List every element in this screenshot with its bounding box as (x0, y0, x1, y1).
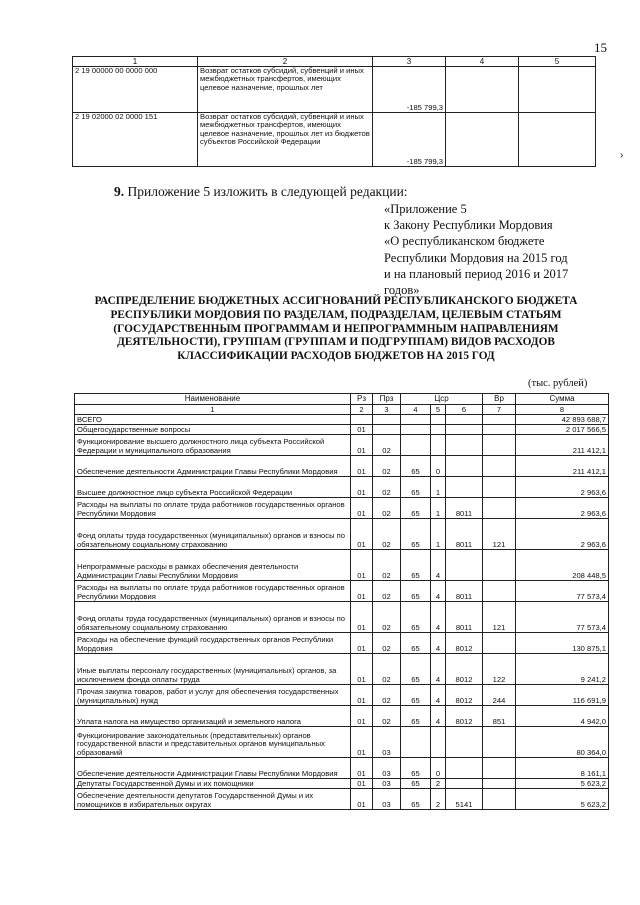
header-csr: Цср (401, 394, 483, 405)
row-csr-direction (446, 779, 483, 789)
appendix-line: «Приложение 5 (384, 202, 467, 216)
row-rz: 01 (351, 727, 373, 758)
table-row (73, 113, 596, 167)
empty-cell (446, 113, 519, 167)
row-prz: 02 (373, 550, 401, 581)
row-csr-subprogram: 4 (431, 633, 446, 654)
table-row (75, 435, 609, 456)
row-vr (483, 633, 516, 654)
row-csr-direction: 5141 (446, 789, 483, 810)
col-number: 1 (75, 405, 351, 415)
row-prz (373, 415, 401, 425)
row-vr: 121 (483, 519, 516, 550)
row-csr-direction: 8012 (446, 654, 483, 685)
row-rz: 01 (351, 477, 373, 498)
table-row (75, 633, 609, 654)
row-csr-program: 65 (401, 498, 431, 519)
column-number-row (75, 405, 609, 415)
row-csr-subprogram: 4 (431, 706, 446, 727)
row-name: Высшее должностное лицо субъекта Российской Федерации (75, 477, 351, 498)
appendix-reference (384, 201, 614, 298)
row-prz: 02 (373, 654, 401, 685)
row-name: Уплата налога на имущество организаций и земельного налога (75, 706, 351, 727)
row-amount: -185 799,3 (373, 113, 446, 167)
row-sum: 2 017 566,5 (516, 425, 609, 435)
row-rz: 01 (351, 706, 373, 727)
row-name: Обеспечение деятельности депутатов Государственной Думы и их помощников в избирательных округах (75, 789, 351, 810)
table-row (75, 727, 609, 758)
row-vr: 121 (483, 602, 516, 633)
row-csr-subprogram: 0 (431, 758, 446, 779)
row-rz: 01 (351, 550, 373, 581)
row-prz: 02 (373, 685, 401, 706)
row-csr-program: 65 (401, 758, 431, 779)
row-rz: 01 (351, 456, 373, 477)
row-vr (483, 789, 516, 810)
edge-mark: › (620, 150, 624, 161)
row-prz: 02 (373, 633, 401, 654)
header-name: Наименование (75, 394, 351, 405)
row-sum: 5 623,2 (516, 789, 609, 810)
row-csr-subprogram (431, 415, 446, 425)
row-name: Функционирование высшего должностного лица субъекта Российской Федерации и муниципального образования (75, 435, 351, 456)
row-csr-direction: 8011 (446, 498, 483, 519)
row-vr: 851 (483, 706, 516, 727)
row-prz: 02 (373, 519, 401, 550)
row-prz: 03 (373, 789, 401, 810)
row-csr-direction: 8012 (446, 706, 483, 727)
row-name: Прочая закупка товаров, работ и услуг для обеспечения государственных (муниципальных) нужд (75, 685, 351, 706)
appendix-line: Республики Мордовия на 2015 год (384, 250, 568, 265)
row-csr-subprogram: 2 (431, 779, 446, 789)
row-rz: 01 (351, 425, 373, 435)
row-sum: 77 573,4 (516, 602, 609, 633)
row-sum: 211 412,1 (516, 435, 609, 456)
page-number: 15 (594, 40, 607, 55)
table-row (75, 602, 609, 633)
row-csr-direction (446, 425, 483, 435)
col-number: 8 (516, 405, 609, 415)
row-vr (483, 415, 516, 425)
row-rz (351, 415, 373, 425)
row-prz: 03 (373, 758, 401, 779)
row-sum: 2 963,6 (516, 498, 609, 519)
table-row (75, 498, 609, 519)
empty-cell (519, 67, 596, 113)
row-rz: 01 (351, 779, 373, 789)
row-prz: 02 (373, 706, 401, 727)
row-prz: 02 (373, 581, 401, 602)
row-vr (483, 758, 516, 779)
table-row (75, 685, 609, 706)
row-csr-program: 65 (401, 581, 431, 602)
row-name: Иные выплаты персоналу государственных (муниципальных) органов, за исключением фонда оплаты труда (75, 654, 351, 685)
row-sum: 2 963,6 (516, 477, 609, 498)
row-csr-subprogram (431, 425, 446, 435)
row-vr (483, 435, 516, 456)
row-sum: 4 942,0 (516, 706, 609, 727)
row-name: Фонд оплаты труда государственных (муниципальных) органов и взносы по обязательному социальному страхованию (75, 519, 351, 550)
row-sum: 130 875,1 (516, 633, 609, 654)
row-name: Расходы на выплаты по оплате труда работников государственных органов Республики Мордовия (75, 581, 351, 602)
row-name: Расходы на обеспечение функций государственных органов Республики Мордовия (75, 633, 351, 654)
units-label: (тыс. рублей) (528, 378, 588, 389)
col-number: 6 (446, 405, 483, 415)
col-number: 2 (198, 57, 373, 67)
row-csr-direction (446, 550, 483, 581)
row-vr (483, 477, 516, 498)
row-csr-program: 65 (401, 602, 431, 633)
row-csr-direction (446, 477, 483, 498)
return-of-subsidies-table (72, 56, 596, 167)
row-csr-direction: 8011 (446, 602, 483, 633)
row-csr-subprogram: 1 (431, 498, 446, 519)
section-heading (114, 184, 408, 200)
row-csr-subprogram (431, 727, 446, 758)
col-number: 5 (519, 57, 596, 67)
appendix-line: «О республиканском бюджете (384, 234, 545, 249)
row-csr-subprogram (431, 435, 446, 456)
table-row (75, 519, 609, 550)
row-rz: 01 (351, 602, 373, 633)
table-row (75, 706, 609, 727)
col-number: 4 (401, 405, 431, 415)
row-csr-program: 65 (401, 456, 431, 477)
row-vr (483, 498, 516, 519)
row-csr-subprogram: 4 (431, 602, 446, 633)
row-prz (373, 425, 401, 435)
row-prz: 02 (373, 602, 401, 633)
row-rz: 01 (351, 581, 373, 602)
row-vr (483, 581, 516, 602)
row-sum: 116 691,9 (516, 685, 609, 706)
row-csr-direction: 8012 (446, 633, 483, 654)
row-csr-direction (446, 727, 483, 758)
row-prz: 02 (373, 456, 401, 477)
budget-code: 2 19 02000 02 0000 151 (73, 113, 198, 167)
table-row (75, 758, 609, 779)
row-csr-program: 65 (401, 706, 431, 727)
row-csr-program (401, 435, 431, 456)
row-sum: 211 412,1 (516, 456, 609, 477)
table-row (73, 67, 596, 113)
row-name: Обеспечение деятельности Администрации Главы Республики Мордовия (75, 758, 351, 779)
row-name: Расходы на выплаты по оплате труда работников государственных органов Республики Мордовия (75, 498, 351, 519)
header-rz: Рз (351, 394, 373, 405)
row-sum: 2 963,6 (516, 519, 609, 550)
row-rz: 01 (351, 519, 373, 550)
table-row (75, 456, 609, 477)
row-csr-subprogram: 1 (431, 519, 446, 550)
row-csr-direction: 8012 (446, 685, 483, 706)
row-vr (483, 727, 516, 758)
row-rz: 01 (351, 789, 373, 810)
row-csr-direction (446, 435, 483, 456)
row-rz: 01 (351, 633, 373, 654)
col-number: 3 (373, 405, 401, 415)
row-csr-program: 65 (401, 550, 431, 581)
col-number: 2 (351, 405, 373, 415)
row-csr-subprogram: 4 (431, 685, 446, 706)
table-row (75, 789, 609, 810)
section-number: 9. (114, 184, 125, 199)
row-csr-subprogram: 0 (431, 456, 446, 477)
row-sum: 5 623,2 (516, 779, 609, 789)
row-rz: 01 (351, 654, 373, 685)
row-amount: -185 799,3 (373, 67, 446, 113)
row-csr-direction (446, 758, 483, 779)
table-row (75, 779, 609, 789)
table-row (75, 581, 609, 602)
row-csr-program (401, 425, 431, 435)
row-name: Возврат остатков субсидий, субвенций и иных межбюджетных трансфертов, имеющих целевое назначение, прошлых лет (198, 67, 373, 113)
row-name: Функционирование законодательных (представительных) органов государственной власти и представительных органов муниципальных образований (75, 727, 351, 758)
col-number: 7 (483, 405, 516, 415)
row-csr-subprogram: 2 (431, 789, 446, 810)
row-csr-subprogram: 4 (431, 550, 446, 581)
row-vr (483, 456, 516, 477)
row-rz: 01 (351, 758, 373, 779)
row-sum: 9 241,2 (516, 654, 609, 685)
row-csr-program (401, 415, 431, 425)
row-csr-program: 65 (401, 633, 431, 654)
row-name: ВСЕГО (75, 415, 351, 425)
row-name: Непрограммные расходы в рамках обеспечения деятельности Администрации Главы Республики Мордовия (75, 550, 351, 581)
table-row (75, 550, 609, 581)
row-vr: 122 (483, 654, 516, 685)
row-prz: 02 (373, 498, 401, 519)
budget-code: 2 19 00000 00 0000 000 (73, 67, 198, 113)
table-row (75, 425, 609, 435)
row-csr-direction: 8011 (446, 519, 483, 550)
row-csr-program: 65 (401, 477, 431, 498)
header-prz: Прз (373, 394, 401, 405)
appendix-line: к Закону Республики Мордовия (384, 218, 553, 233)
col-number: 4 (446, 57, 519, 67)
table-row (75, 477, 609, 498)
header-sum: Сумма (516, 394, 609, 405)
row-csr-program: 65 (401, 789, 431, 810)
budget-allocation-table (74, 393, 609, 810)
row-rz: 01 (351, 498, 373, 519)
col-number: 1 (73, 57, 198, 67)
row-vr: 244 (483, 685, 516, 706)
col-number: 3 (373, 57, 446, 67)
row-prz: 03 (373, 727, 401, 758)
header-vr: Вр (483, 394, 516, 405)
row-csr-program (401, 727, 431, 758)
appendix-line: годов» (384, 283, 420, 298)
row-sum: 80 364,0 (516, 727, 609, 758)
row-vr (483, 550, 516, 581)
row-csr-subprogram: 1 (431, 477, 446, 498)
table-header-row (75, 394, 609, 405)
col-number: 5 (431, 405, 446, 415)
row-csr-program: 65 (401, 654, 431, 685)
row-csr-program: 65 (401, 685, 431, 706)
row-name: Общегосударственные вопросы (75, 425, 351, 435)
section-text: Приложение 5 изложить в следующей редакции: (127, 184, 408, 199)
row-sum: 208 448,5 (516, 550, 609, 581)
row-name: Обеспечение деятельности Администрации Главы Республики Мордовия (75, 456, 351, 477)
row-name: Депутаты Государственной Думы и их помощники (75, 779, 351, 789)
row-csr-program: 65 (401, 779, 431, 789)
table-row (75, 654, 609, 685)
row-name: Возврат остатков субсидий, субвенций и иных межбюджетных трансфертов, имеющих целевое назначение, прошлых лет из бюджетов субъектов Российской Федерации (198, 113, 373, 167)
row-vr (483, 425, 516, 435)
row-name: Фонд оплаты труда государственных (муниципальных) органов и взносы по обязательному социальному страхованию (75, 602, 351, 633)
row-csr-subprogram: 4 (431, 654, 446, 685)
row-csr-subprogram: 4 (431, 581, 446, 602)
empty-cell (519, 113, 596, 167)
table-header-row (73, 57, 596, 67)
row-prz: 02 (373, 435, 401, 456)
table-row (75, 415, 609, 425)
empty-cell (446, 67, 519, 113)
row-prz: 02 (373, 477, 401, 498)
row-csr-direction: 8011 (446, 581, 483, 602)
row-csr-direction (446, 415, 483, 425)
row-vr (483, 779, 516, 789)
row-sum: 8 161,1 (516, 758, 609, 779)
appendix-line: и на плановый период 2016 и 2017 (384, 266, 569, 281)
row-csr-direction (446, 456, 483, 477)
row-rz: 01 (351, 685, 373, 706)
row-csr-program: 65 (401, 519, 431, 550)
row-sum: 42 893 688,7 (516, 415, 609, 425)
document-title: РАСПРЕДЕЛЕНИЕ БЮДЖЕТНЫХ АССИГНОВАНИЙ РЕСПУБЛИКАНСКОГО БЮДЖЕТА РЕСПУБЛИКИ МОРДОВИЯ ПО РАЗДЕЛАМ, ПОДРАЗДЕЛАМ, ЦЕЛЕВЫМ СТАТЬЯМ (ГОСУДАРСТВЕННЫМ ПРОГРАММАМ И НЕПРОГРАММНЫМ НАПРАВЛЕНИЯМ ДЕЯТЕЛЬНОСТИ), ГРУППАМ (ГРУППАМ И ПОДГРУППАМ) ВИДОВ РАСХОДОВ КЛАССИФИКАЦИИ РАСХОДОВ БЮДЖЕТОВ НА 2015 ГОД (94, 295, 578, 363)
row-prz: 03 (373, 779, 401, 789)
row-rz: 01 (351, 435, 373, 456)
row-sum: 77 573,4 (516, 581, 609, 602)
